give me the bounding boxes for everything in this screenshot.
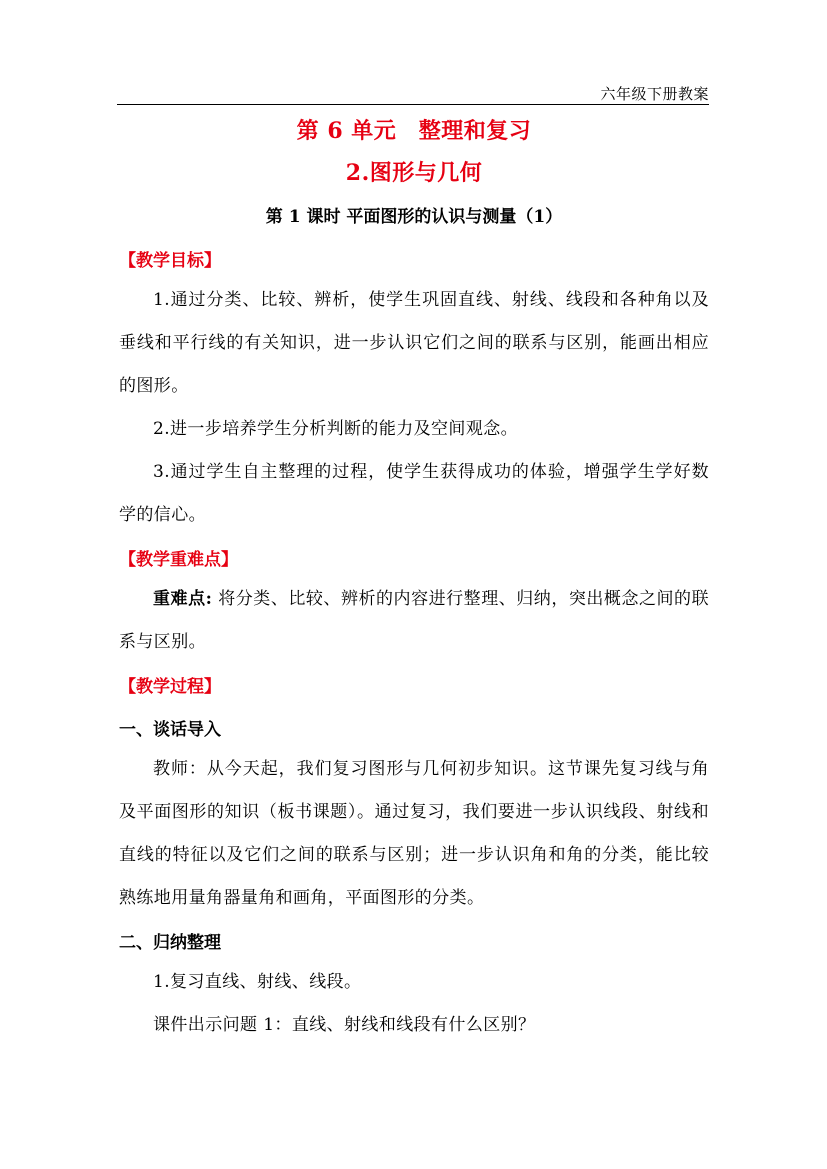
section-title: 2.图形与几何 xyxy=(345,160,483,186)
part1-heading: 一、谈话导入 xyxy=(119,720,221,740)
page-header: 六年级下册教案 xyxy=(600,85,709,103)
key-points-paragraph xyxy=(119,578,709,664)
part2-item: 1.复习直线、射线、线段。 xyxy=(153,972,362,992)
document-body xyxy=(119,112,709,1047)
process-heading: 【教学过程】 xyxy=(119,677,221,697)
part2-heading: 二、归纳整理 xyxy=(119,933,221,953)
lesson-title: 第 1 课时 平面图形的认识与测量（1） xyxy=(265,207,563,227)
part1-paragraph: 教师：从今天起，我们复习图形与几何初步知识。这节课先复习线与角及平面图形的知识（板书课题）。通过复习，我们要进一步认识线段、射线和直线的特征以及它们之间的联系与区别；进一步认识角和角的分类，能比较熟练地用量角器量角和画角，平面图形的分类。 xyxy=(119,759,709,908)
unit-title: 第 6 单元 整理和复习 xyxy=(296,118,532,144)
goal-item: 2.进一步培养学生分析判断的能力及空间观念。 xyxy=(153,419,519,439)
key-points-label: 重难点: xyxy=(153,589,213,609)
key-points-heading: 【教学重难点】 xyxy=(119,550,238,570)
part2-item: 课件出示问题 1：直线、射线和线段有什么区别？ xyxy=(153,1015,536,1035)
header-divider xyxy=(117,104,709,105)
goal-item: 1.通过分类、比较、辨析，使学生巩固直线、射线、线段和各种角以及垂线和平行线的有关知识，进一步认识它们之间的联系与区别，能画出相应的图形。 xyxy=(119,290,709,396)
key-points-text: 将分类、比较、辨析的内容进行整理、归纳，突出概念之间的联系与区别。 xyxy=(119,589,709,652)
goals-heading: 【教学目标】 xyxy=(119,251,221,271)
goal-item: 3.通过学生自主整理的过程，使学生获得成功的体验，增强学生学好数学的信心。 xyxy=(119,462,709,525)
